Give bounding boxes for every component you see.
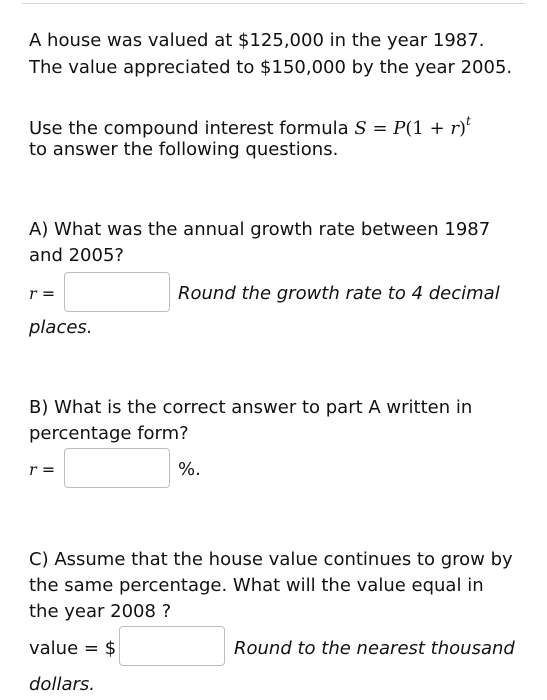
partA-r-label (29, 282, 55, 306)
partC-hint-line-1: Round to the nearest thousand (234, 638, 515, 659)
partA-rate-input[interactable] (64, 272, 170, 312)
partA-question-line-1: A) What was the annual growth rate between 1987 (29, 219, 491, 240)
formula-open: (1 + (405, 118, 451, 139)
partB-r-var: r (29, 460, 37, 479)
top-divider (22, 3, 525, 4)
formula-t: t (466, 114, 471, 128)
intro-line-4: to answer the following questions. (29, 139, 339, 160)
partB-question-line-2: percentage form? (29, 423, 189, 444)
partA-r-var: r (29, 284, 37, 303)
intro-line-1: A house was valued at $125,000 in the year 1987. (29, 30, 485, 51)
partB-equals: = (36, 460, 56, 479)
partC-question-line-3: the year 2008 ? (29, 601, 172, 622)
partA-question-line-2: and 2005? (29, 245, 124, 266)
partA-equals: = (36, 284, 56, 303)
partC-question-line-2: the same percentage. What will the value equal in (29, 575, 484, 596)
partB-percent-suffix: %. (178, 459, 201, 480)
partB-percent-input[interactable] (64, 448, 170, 488)
formula-S: S (354, 118, 367, 139)
formula-prefix: Use the compound interest formula (29, 118, 355, 139)
intro-line-2: The value appreciated to $150,000 by the year 2005. (29, 57, 513, 78)
partA-hint-line-2: places. (29, 317, 93, 338)
partC-value-label: value = $ (29, 638, 117, 659)
partC-question-line-1: C) Assume that the house value continues to grow by (29, 549, 513, 570)
partB-r-label (29, 458, 55, 482)
formula-equals: = (366, 118, 394, 139)
formula-P: P (393, 118, 406, 139)
partC-value-input[interactable] (119, 626, 225, 666)
partC-hint-line-2: dollars. (29, 674, 95, 695)
formula-r: r (450, 118, 459, 139)
formula-close: ) (458, 118, 467, 139)
partB-question-line-1: B) What is the correct answer to part A written in (29, 397, 473, 418)
partA-hint-line-1: Round the growth rate to 4 decimal (178, 283, 500, 304)
